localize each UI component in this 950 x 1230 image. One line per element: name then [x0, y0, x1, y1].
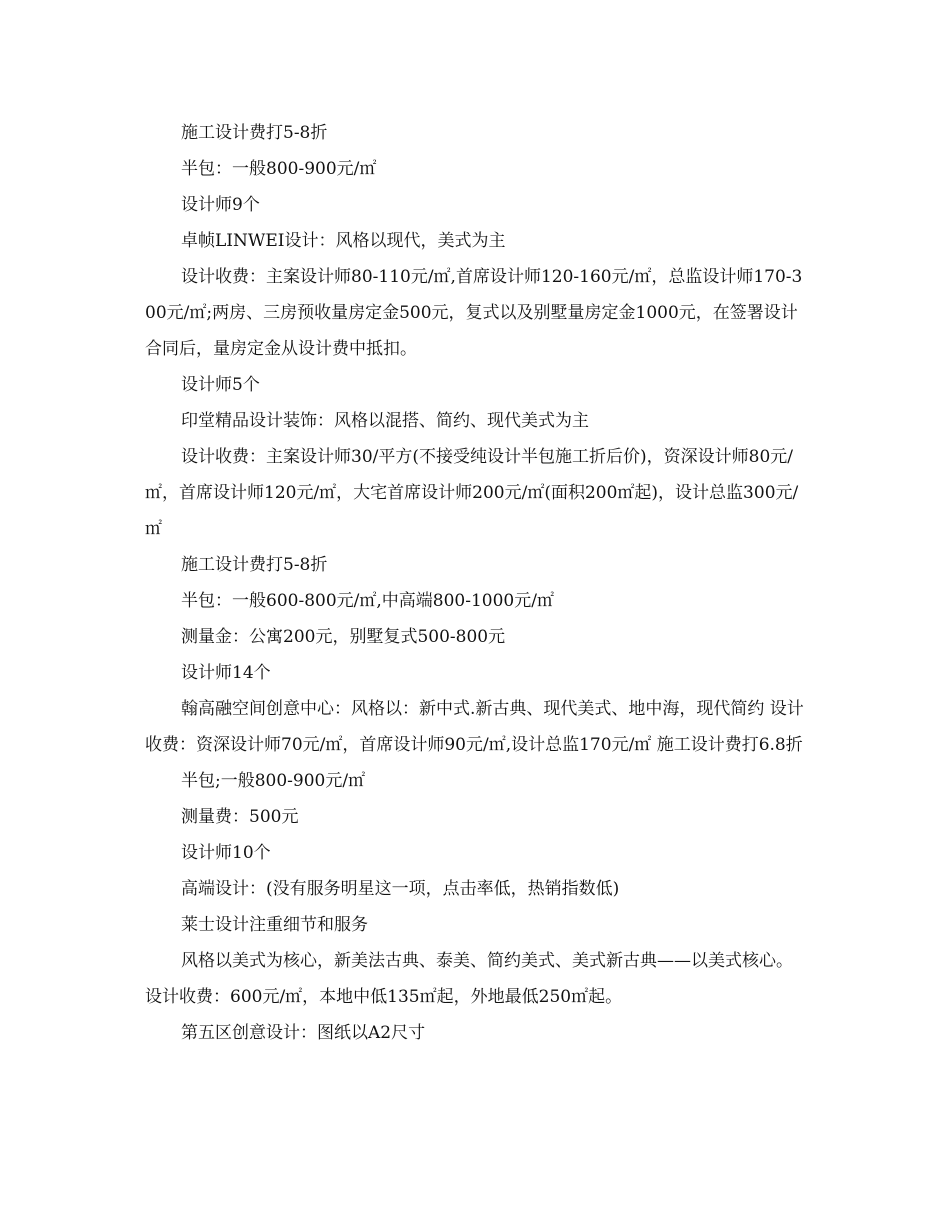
- paragraph: 设计师14个: [181, 663, 271, 683]
- paragraph: 风格以美式为核心，新美法古典、泰美、简约美式、美式新古典——以美式核心。 设计收费：600元/㎡，本地中低135㎡起，外地最低250㎡起。: [145, 951, 793, 1007]
- paragraph: 测量金：公寓200元，别墅复式500-800元: [181, 627, 506, 647]
- paragraph: 半包：一般800-900元/㎡: [181, 159, 377, 179]
- paragraph: 第五区创意设计：图纸以A2尺寸: [181, 1023, 426, 1043]
- paragraph: 莱士设计注重细节和服务: [181, 915, 368, 935]
- paragraph: 设计师9个: [181, 195, 260, 215]
- paragraph: 设计收费：主案设计师30/平方(不接受纯设计半包施工折后价)，资深设计师80元/㎡，首席设计师120元/㎡，大宅首席设计师200元/㎡(面积200㎡起)，设计总监300元/㎡: [145, 447, 799, 539]
- paragraph: 印堂精品设计装饰：风格以混搭、简约、现代美式为主: [181, 411, 589, 431]
- paragraph: 设计师10个: [181, 843, 271, 863]
- document-body: [145, 115, 807, 1051]
- paragraph: 测量费：500元: [181, 807, 299, 827]
- paragraph: 卓帧LINWEI设计：风格以现代，美式为主: [181, 231, 506, 251]
- paragraph: 半包;一般800-900元/㎡: [181, 771, 366, 791]
- paragraph: 施工设计费打5-8折: [181, 123, 328, 143]
- paragraph: 高端设计：(没有服务明星这一项，点击率低，热销指数低): [181, 879, 620, 899]
- paragraph: 半包：一般600-800元/㎡,中高端800-1000元/㎡: [181, 591, 554, 611]
- paragraph: 设计收费：主案设计师80-110元/㎡,首席设计师120-160元/㎡，总监设计师170-300元/㎡;两房、三房预收量房定金500元，复式以及别墅量房定金1000元，在签署设计合同后，量房定金从设计费中抵扣。: [145, 267, 803, 359]
- paragraph: 施工设计费打5-8折: [181, 555, 328, 575]
- paragraph: 设计师5个: [181, 375, 260, 395]
- paragraph: 翰高融空间创意中心：风格以：新中式.新古典、现代美式、地中海，现代简约 设计收费：资深设计师70元/㎡，首席设计师90元/㎡,设计总监170元/㎡ 施工设计费打6.8折: [145, 699, 804, 755]
